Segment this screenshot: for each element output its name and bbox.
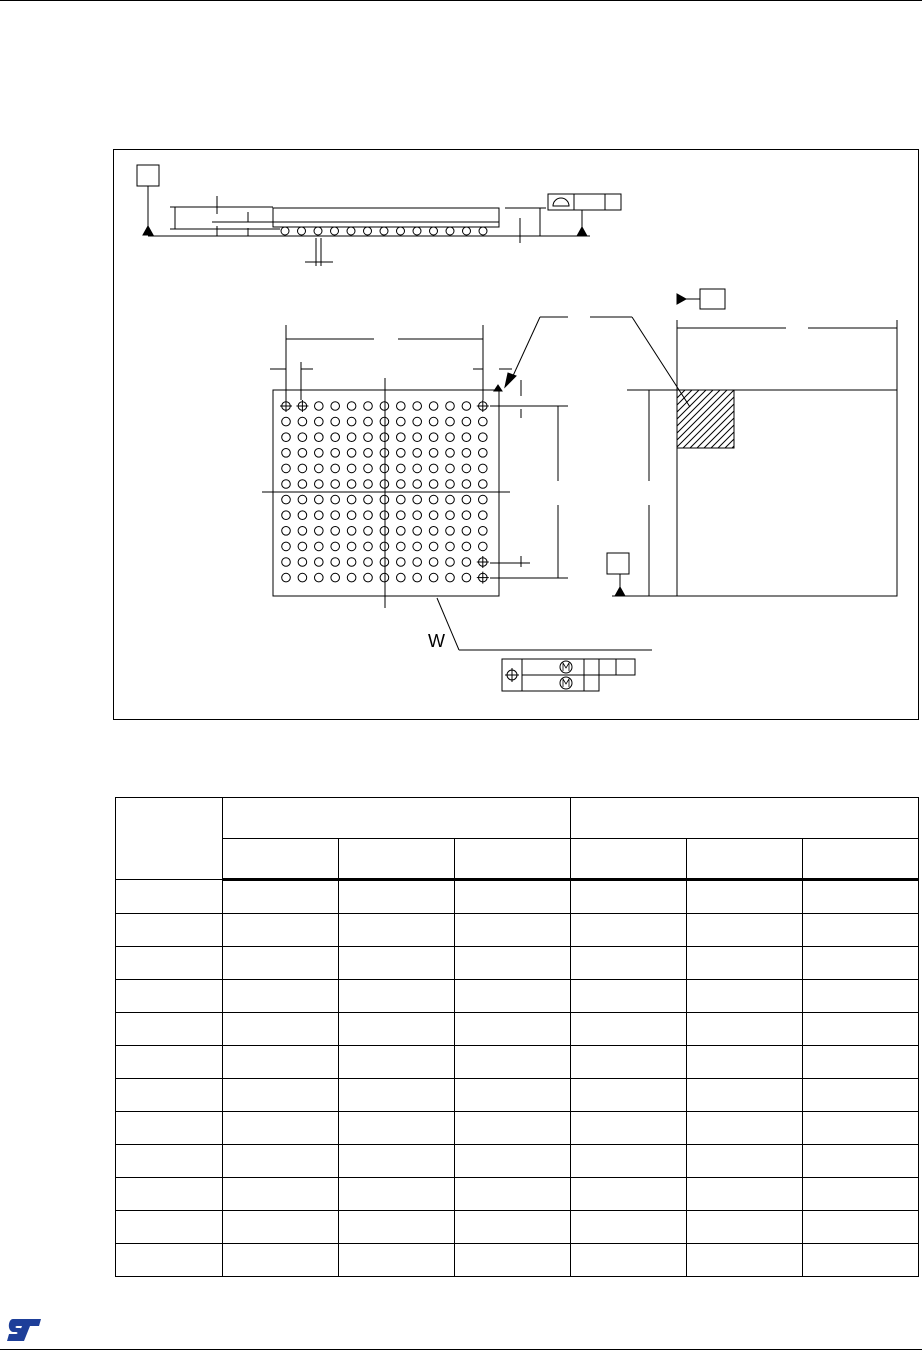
ball-pad (315, 433, 324, 442)
table-cell (455, 1244, 571, 1277)
table-cell (455, 1013, 571, 1046)
ball-pad (429, 527, 438, 536)
table-row (116, 1046, 919, 1079)
ball-pad (462, 480, 471, 489)
table-cell (455, 914, 571, 947)
ball-pad (380, 480, 389, 489)
ball-pad (331, 558, 340, 567)
ball-pad (413, 495, 422, 504)
table-cell (571, 1178, 687, 1211)
ball-pad (462, 558, 471, 567)
ball-pad (446, 542, 455, 551)
ball-pad (298, 511, 307, 520)
ball-pad (462, 464, 471, 473)
table-cell (116, 1211, 223, 1244)
solder-ball (281, 227, 289, 235)
ball-pad (282, 511, 291, 520)
table-cell (223, 1046, 339, 1079)
ball-pad (429, 511, 438, 520)
table-row (116, 1145, 919, 1178)
ball-pad (380, 402, 389, 411)
ball-pad (347, 495, 356, 504)
ball-pad (331, 402, 340, 411)
ball-pad (446, 573, 455, 582)
bottom-view (262, 325, 568, 608)
ball-pad (446, 527, 455, 536)
table-cell (571, 1211, 687, 1244)
table-row (116, 1211, 919, 1244)
ball-pad (380, 449, 389, 458)
ball-pad (462, 495, 471, 504)
ball-pad (446, 495, 455, 504)
table-cell (455, 1079, 571, 1112)
ball-pad (397, 480, 406, 489)
ball-pad (347, 464, 356, 473)
table-cell (687, 1046, 803, 1079)
ball-pad (298, 527, 307, 536)
table-cell (223, 880, 339, 914)
table-cell (339, 1244, 455, 1277)
table-cell (339, 1211, 455, 1244)
ball-pad (347, 558, 356, 567)
ball-pad (413, 527, 422, 536)
table-cell (223, 1112, 339, 1145)
solder-ball (298, 227, 306, 235)
ball-pad (315, 417, 324, 426)
ball-pad (429, 464, 438, 473)
table-cell (116, 1046, 223, 1079)
solder-ball (364, 227, 372, 235)
ball-pad (462, 511, 471, 520)
ball-pad (413, 402, 422, 411)
ball-pad (397, 495, 406, 504)
table-row (116, 1013, 919, 1046)
top-view (607, 320, 897, 596)
ball-pad (380, 558, 389, 567)
ball-pad (364, 433, 373, 442)
table-cell (803, 980, 919, 1013)
ball-pad (380, 464, 389, 473)
ball-pad (282, 449, 291, 458)
table-cell (571, 880, 687, 914)
ball-pad (282, 433, 291, 442)
ball-pad (446, 433, 455, 442)
ball-pad (429, 573, 438, 582)
table-cell (455, 980, 571, 1013)
table-cell (687, 947, 803, 980)
ball-pad (282, 558, 291, 567)
dimension-table (115, 797, 919, 1277)
ball-pad (479, 511, 488, 520)
ball-pad (282, 495, 291, 504)
ball-pad (446, 511, 455, 520)
table-cell (455, 947, 571, 980)
table-cell (455, 1046, 571, 1079)
solder-ball (446, 227, 454, 235)
ball-pad (298, 542, 307, 551)
table-cell (223, 1244, 339, 1277)
ball-pad (298, 433, 307, 442)
ball-pad (315, 542, 324, 551)
ball-pad (429, 402, 438, 411)
table-cell (116, 1145, 223, 1178)
solder-ball (413, 227, 421, 235)
table-cell (571, 1013, 687, 1046)
ball-pad (331, 449, 340, 458)
ball-pad (331, 417, 340, 426)
ball-pad (347, 542, 356, 551)
ball-pad (429, 417, 438, 426)
ball-pad (282, 480, 291, 489)
table-cell (803, 880, 919, 914)
ball-pad (446, 417, 455, 426)
table-cell (687, 1178, 803, 1211)
table-cell (116, 1079, 223, 1112)
table-row (116, 1244, 919, 1277)
table-cell (339, 1112, 455, 1145)
ball-pad (446, 480, 455, 489)
ball-pad (397, 417, 406, 426)
solder-ball (347, 227, 355, 235)
ball-pad (364, 402, 373, 411)
index-area-leader (505, 317, 690, 407)
st-logo-icon (6, 1318, 42, 1342)
ball-pad (347, 433, 356, 442)
ball-pad (298, 449, 307, 458)
table-cell (223, 1211, 339, 1244)
ball-pad (413, 558, 422, 567)
ball-pad (315, 558, 324, 567)
table-cell (803, 1079, 919, 1112)
ball-pad (479, 417, 488, 426)
ball-pad (315, 527, 324, 536)
table-cell (223, 1145, 339, 1178)
profile-tolerance-icon (553, 198, 569, 206)
ball-pad (364, 464, 373, 473)
ball-pad (413, 433, 422, 442)
table-subheader-row (116, 839, 919, 880)
position-tolerance-icon (505, 668, 519, 682)
solder-ball (430, 227, 438, 235)
ball-pad (429, 495, 438, 504)
ball-pad (413, 542, 422, 551)
ball-pad (380, 511, 389, 520)
table-cell (339, 880, 455, 914)
table-cell (571, 1079, 687, 1112)
table-cell (455, 1211, 571, 1244)
header-group-inches (571, 798, 919, 839)
table-cell (339, 914, 455, 947)
ball-pad (315, 480, 324, 489)
ball-pad (347, 449, 356, 458)
ball-pad (397, 558, 406, 567)
ball-pad (364, 449, 373, 458)
datum-box-c (137, 165, 159, 186)
header-typ (687, 839, 803, 880)
header-max (455, 839, 571, 880)
table-cell (571, 914, 687, 947)
table-cell (339, 1046, 455, 1079)
profile-tolerance-frame (548, 194, 621, 236)
table-cell (339, 947, 455, 980)
table-cell (223, 1013, 339, 1046)
datum-triangle (143, 226, 153, 235)
solder-ball (380, 227, 388, 235)
table-cell (339, 1079, 455, 1112)
ball-pad (380, 573, 389, 582)
table-cell (455, 880, 571, 914)
ball-pad (397, 449, 406, 458)
ball-pad (331, 480, 340, 489)
ball-pad (331, 527, 340, 536)
ball-pad (397, 433, 406, 442)
header-symbol-cell (116, 798, 223, 880)
ball-pad (397, 464, 406, 473)
ball-pad (298, 558, 307, 567)
ball-pad (413, 511, 422, 520)
solder-ball (479, 227, 487, 235)
header-max (803, 839, 919, 880)
ball-pad (462, 527, 471, 536)
table-cell (223, 980, 339, 1013)
ball-pad (282, 464, 291, 473)
ball-pad (282, 417, 291, 426)
table-cell (687, 1145, 803, 1178)
ball-pad (347, 402, 356, 411)
solder-ball (397, 227, 405, 235)
ball-pad (331, 542, 340, 551)
table-cell (687, 914, 803, 947)
ball-pad (364, 542, 373, 551)
ball-pad (479, 527, 488, 536)
ball-pad (364, 495, 373, 504)
table-cell (803, 1112, 919, 1145)
table-cell (687, 1112, 803, 1145)
table-cell (687, 1079, 803, 1112)
ball-pad (298, 573, 307, 582)
table-cell (803, 1211, 919, 1244)
ball-pad (380, 433, 389, 442)
ball-pad (315, 573, 324, 582)
table-cell (687, 880, 803, 914)
table-cell (571, 1145, 687, 1178)
ball-pad (315, 511, 324, 520)
ball-pad (282, 573, 291, 582)
table-cell (803, 1013, 919, 1046)
table-cell (116, 1178, 223, 1211)
ball-pad (364, 573, 373, 582)
table-cell (803, 947, 919, 980)
table-cell (223, 914, 339, 947)
ball-pad (429, 433, 438, 442)
table-cell (116, 947, 223, 980)
ball-pad (462, 433, 471, 442)
table-row (116, 1178, 919, 1211)
ball-pad (429, 449, 438, 458)
ball-pad (298, 480, 307, 489)
ball-pad (364, 417, 373, 426)
table-cell (571, 1244, 687, 1277)
ball-pad (479, 464, 488, 473)
header-min (571, 839, 687, 880)
ball-pad (462, 402, 471, 411)
table-cell (803, 1178, 919, 1211)
ball-pad (462, 542, 471, 551)
ball-pad (413, 464, 422, 473)
ball-pad (315, 402, 324, 411)
ball-pad (429, 542, 438, 551)
ball-pad (331, 511, 340, 520)
table-cell (116, 1013, 223, 1046)
solder-ball (314, 227, 322, 235)
table-cell (687, 1211, 803, 1244)
ball-pad (347, 511, 356, 520)
table-cell (803, 1244, 919, 1277)
ball-pad (446, 558, 455, 567)
ball-pad (380, 495, 389, 504)
feature-label-w: W (428, 631, 445, 651)
ball-pad (331, 464, 340, 473)
table-cell (687, 1244, 803, 1277)
table-cell (116, 880, 223, 914)
ball-pad (347, 573, 356, 582)
ball-pad (315, 464, 324, 473)
table-cell (116, 1112, 223, 1145)
solder-ball (331, 227, 339, 235)
ball-pad (315, 449, 324, 458)
ball-pad (380, 542, 389, 551)
ball-pad (364, 558, 373, 567)
table-cell (455, 1178, 571, 1211)
table-cell (455, 1145, 571, 1178)
header-group-mm (223, 798, 571, 839)
ball-pad (315, 495, 324, 504)
table-cell (116, 914, 223, 947)
header-typ (339, 839, 455, 880)
ball-pad (446, 464, 455, 473)
ball-pad (446, 449, 455, 458)
side-view (148, 196, 590, 266)
table-cell (571, 947, 687, 980)
table-cell (571, 980, 687, 1013)
footer-rule (0, 1349, 922, 1350)
table-cell (339, 980, 455, 1013)
ball-pad (397, 511, 406, 520)
table-cell (223, 1079, 339, 1112)
table-row (116, 880, 919, 914)
table-cell (339, 1013, 455, 1046)
table-cell (223, 947, 339, 980)
ball-pad (479, 480, 488, 489)
header-min (223, 839, 339, 880)
table-cell (687, 980, 803, 1013)
ball-pad (364, 480, 373, 489)
ball-pad (347, 480, 356, 489)
datum-box-a (677, 289, 725, 309)
table-cell (116, 1244, 223, 1277)
ball-pad (282, 527, 291, 536)
table-cell (803, 1046, 919, 1079)
solder-ball (463, 227, 471, 235)
ball-pad (397, 527, 406, 536)
ball-pad (298, 417, 307, 426)
table-cell (803, 1145, 919, 1178)
ball-pad (380, 527, 389, 536)
ball-pad (331, 433, 340, 442)
ball-pad (397, 573, 406, 582)
ball-pad (397, 402, 406, 411)
ball-pad (413, 417, 422, 426)
ball-pad (347, 527, 356, 536)
table-row (116, 1112, 919, 1145)
table-cell (339, 1178, 455, 1211)
ball-pad (298, 464, 307, 473)
ball-pad (446, 402, 455, 411)
ball-pad (413, 573, 422, 582)
table-row (116, 980, 919, 1013)
ball-pad (397, 542, 406, 551)
ball-pad (462, 573, 471, 582)
position-tolerance-frame (502, 659, 635, 691)
ball-pad (429, 558, 438, 567)
ball-pad (364, 511, 373, 520)
ball-pad (380, 417, 389, 426)
table-cell (571, 1046, 687, 1079)
ball-pad (413, 449, 422, 458)
ball-pad (331, 573, 340, 582)
ball-pad (298, 495, 307, 504)
table-row (116, 1079, 919, 1112)
ball-pad (429, 480, 438, 489)
ball-pad (331, 495, 340, 504)
ball-pad (347, 417, 356, 426)
ball-pad (462, 449, 471, 458)
table-cell (223, 1178, 339, 1211)
table-cell (571, 1112, 687, 1145)
ball-pad (479, 433, 488, 442)
ball-pad (479, 449, 488, 458)
table-cell (455, 1112, 571, 1145)
table-row (116, 914, 919, 947)
ball-pad (462, 417, 471, 426)
ball-pad (479, 495, 488, 504)
table-cell (116, 980, 223, 1013)
table-header-row (116, 798, 919, 839)
ball-pad (413, 480, 422, 489)
table-cell (803, 914, 919, 947)
ball-pad (479, 542, 488, 551)
ball-pad (282, 542, 291, 551)
ball-pad (364, 527, 373, 536)
table-row (116, 947, 919, 980)
table-cell (687, 1013, 803, 1046)
table-cell (339, 1145, 455, 1178)
